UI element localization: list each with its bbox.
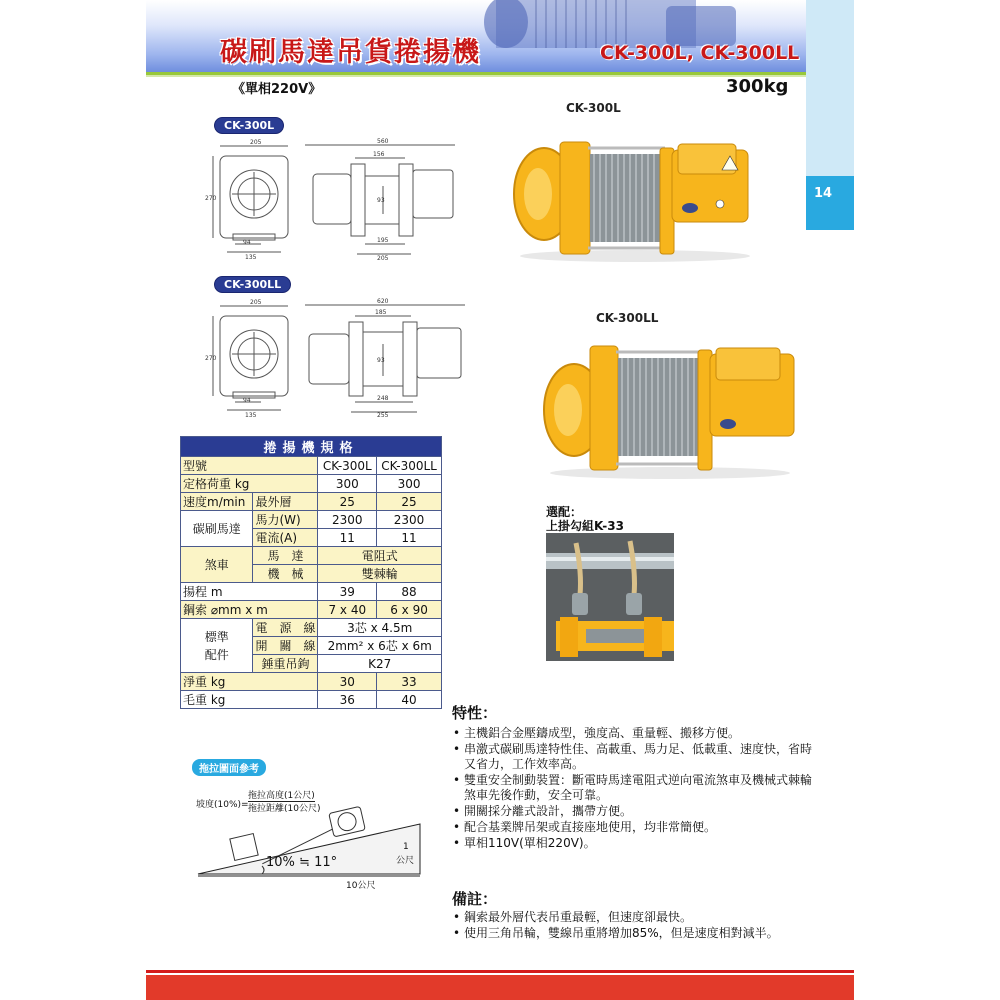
drawing-badge-ck300ll: CK-300LL [214,276,291,293]
page-number: 14 [813,186,833,201]
speed-2: 25 [377,493,442,511]
std-parts-label [181,619,253,673]
dim-height: 270 [205,195,217,202]
rope-2: 6 x 90 [377,601,442,619]
rated-load-label: 定格荷重 kg [181,475,318,493]
accessory-label-1: 選配： [546,505,583,519]
slope-reference-badge: 拖拉圖面參考 [192,759,266,776]
note-item: • 使用三角吊輪，雙線吊重將增加85%，但是速度相對減半。 [452,926,812,941]
model-2: CK-300LL [377,457,442,475]
switch-cord-label: 開 關 線 [253,637,318,655]
dim-foot-inner: 248 [377,395,389,402]
model-label: 型號 [181,457,318,475]
power-cord-label: 電 源 線 [253,619,318,637]
photo-label-ck300ll: CK-300LL [596,311,659,325]
switch-cord-value: 2mm² x 6芯 x 6m [318,637,442,655]
dim-overall: 620 [377,298,389,305]
power-cord-value: 3芯 x 4.5m [318,619,442,637]
gross-weight-1: 36 [318,691,377,709]
dim-core: 93 [377,197,385,204]
std-parts-label-2: 配件 [204,647,229,662]
dim-foot-outer: 255 [377,412,389,418]
slope-height-unit: 公尺 [396,856,415,866]
dim-bolt: 94 [243,397,251,404]
std-parts-label-1: 標準 [204,629,229,644]
slope-angle: 10% ≒ 11° [266,855,338,870]
dim-foot-inner: 195 [377,237,389,244]
gross-weight-2: 40 [377,691,442,709]
rated-load-1: 300 [318,475,377,493]
footer-band [146,975,854,1000]
power-label: 馬力(W) [253,511,318,529]
note-item: • 鋼索最外層代表吊重最輕，但速度卻最快。 [452,910,812,925]
power-1: 2300 [318,511,377,529]
dim-base: 135 [245,254,257,261]
notes-list [452,910,812,942]
header-divider-light [146,75,806,77]
current-label: 電流(A) [253,529,318,547]
dim-bolt: 94 [243,239,251,246]
drawing-badge-ck300l: CK-300L [214,117,284,134]
lift-1: 39 [318,583,377,601]
feature-item: • 開關採分離式設計，攜帶方便。 [452,804,812,819]
brake-mech-label: 機 械 [253,565,318,583]
speed-1: 25 [318,493,377,511]
brake-label: 煞車 [181,547,253,583]
hook-value: K27 [318,655,442,673]
notes-title: 備註： [452,890,498,908]
slope-diagram [196,806,426,886]
features-list [452,726,812,852]
gross-weight-label: 毛重 kg [181,691,318,709]
rated-load-2: 300 [377,475,442,493]
spec-table-title: 捲揚機規格 [181,437,442,457]
motor-label: 碳刷馬達 [181,511,253,547]
feature-item: • 單相110V(單相220V)。 [452,836,812,851]
accessory-label-2: 上掛勾組K-33 [546,519,624,533]
features-title: 特性： [452,704,498,722]
lift-2: 88 [377,583,442,601]
dim-drum: 156 [373,151,385,158]
current-2: 11 [377,529,442,547]
brake-motor-label: 馬 達 [253,547,318,565]
ck300ll-dimension-drawing [205,296,470,418]
feature-item: • 主機鋁合金壓鑄成型，強度高、重量輕、搬移方便。 [452,726,812,741]
footer-divider [146,970,854,973]
photo-label-ck300l: CK-300L [566,101,621,115]
page-tab [806,176,854,230]
rope-1: 7 x 40 [318,601,377,619]
capacity-label: 300kg [726,76,789,97]
model-title: CK-300L, CK-300LL [600,42,800,64]
feature-item: • 串激式碳刷馬達特性佳、高載重、馬力足、低載重、速度快，省時又省力，工作效率高。 [452,742,812,772]
current-1: 11 [318,529,377,547]
voltage-label: 《單相220V》 [232,82,322,97]
dim-base: 135 [245,412,257,418]
dim-drum: 185 [375,309,387,316]
net-weight-1: 30 [318,673,377,691]
dim-foot-outer: 205 [377,255,389,261]
slope-height: 1 [403,842,409,852]
model-1: CK-300L [318,457,377,475]
lift-label: 揚程 m [181,583,318,601]
net-weight-label: 淨重 kg [181,673,318,691]
dim-core: 93 [377,357,385,364]
dim-height: 270 [205,355,217,362]
hook-label: 錘重吊鉤 [253,655,318,673]
brake-motor-value: 電阻式 [318,547,442,565]
ck300l-product-image [510,128,760,263]
dim-front-width: 205 [250,299,262,306]
speed-label: 速度m/min [181,493,253,511]
spec-table [180,436,442,709]
net-weight-2: 33 [377,673,442,691]
dim-overall: 560 [377,138,389,145]
speed-sub: 最外層 [253,493,318,511]
accessory-label [546,505,624,533]
dim-front-width: 205 [250,139,262,146]
power-2: 2300 [377,511,442,529]
slope-numerator: 拖拉高度(1公尺) [248,788,315,802]
ck300l-dimension-drawing [205,136,460,261]
ck300ll-product-image [540,340,800,480]
slope-distance: 10公尺 [346,881,376,891]
page-title: 碳刷馬達吊貨捲揚機 [220,37,481,68]
rope-label: 鋼索 ⌀mm x m [181,601,318,619]
brake-mech-value: 雙棘輪 [318,565,442,583]
accessory-hook-photo [546,533,674,661]
slope-formula-label: 坡度(10%)= [196,800,249,810]
feature-item: • 雙重安全制動裝置：斷電時馬達電阻式逆向電流煞車及機械式棘輪煞車先後作動，安全可靠。 [452,773,812,803]
slope-denominator: 拖拉距離(10公尺) [248,804,321,814]
feature-item: • 配合基業牌吊架或直接座地使用，均非常簡便。 [452,820,812,835]
